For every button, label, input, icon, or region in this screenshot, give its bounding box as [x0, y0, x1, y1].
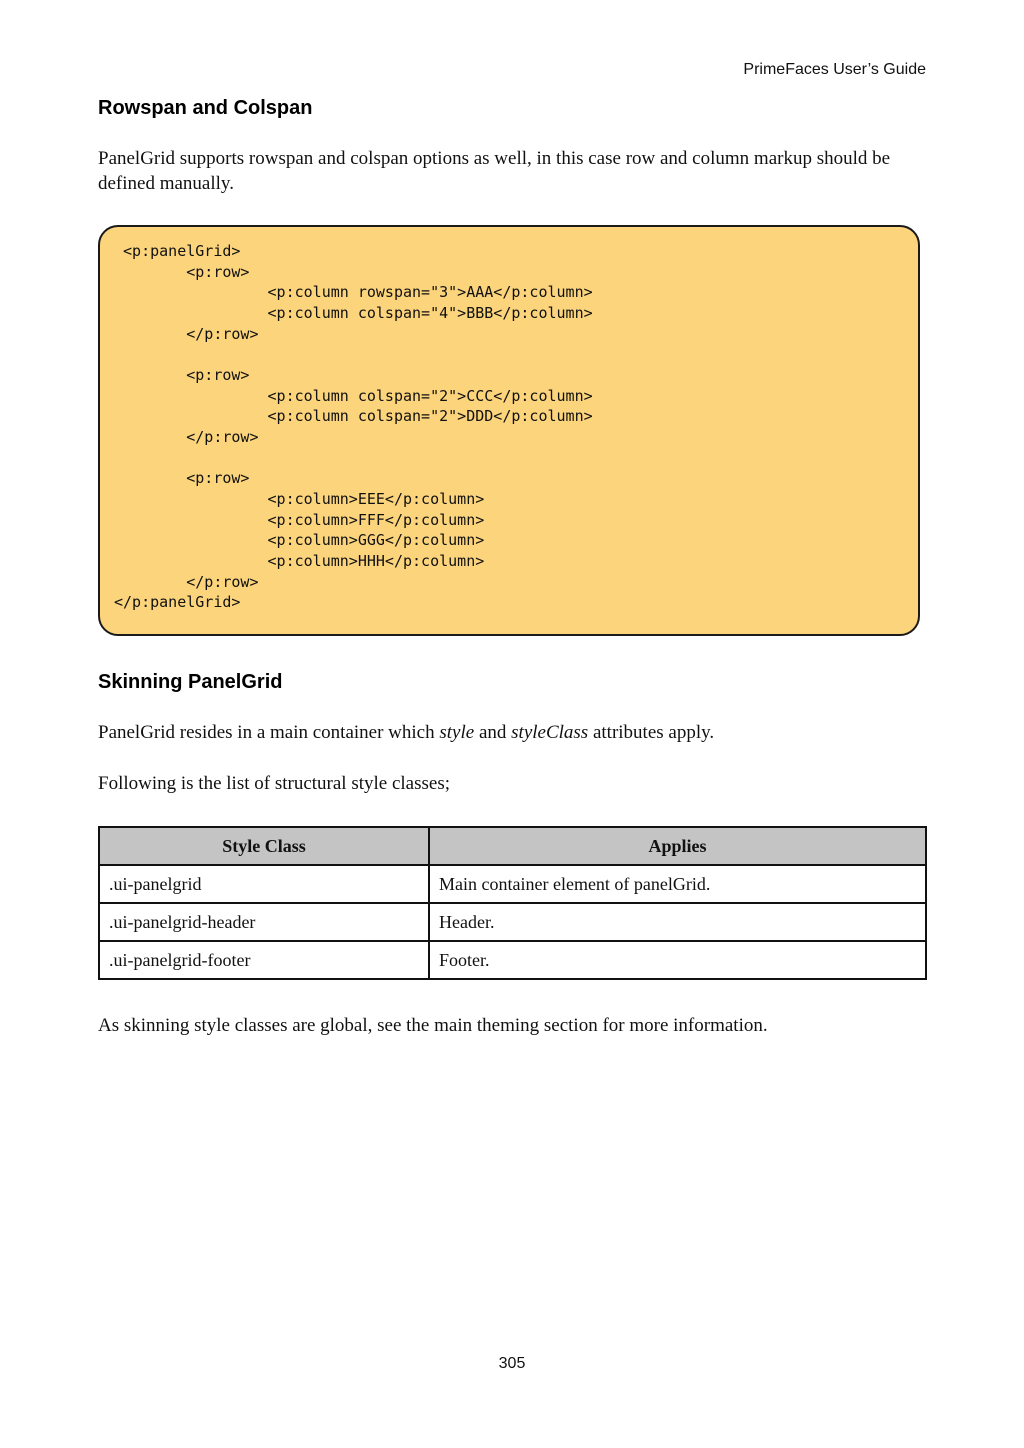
table-row	[99, 903, 926, 941]
code-line: </p:row>	[114, 427, 259, 446]
style-class-cell: .ui-panelgrid	[99, 865, 429, 903]
code-line: <p:row>	[114, 365, 250, 384]
code-line: <p:row>	[114, 262, 250, 281]
code-line: <p:column>FFF</p:column>	[114, 510, 485, 529]
table-row	[99, 865, 926, 903]
code-line: </p:row>	[114, 572, 259, 591]
code-line: <p:column>GGG</p:column>	[114, 531, 485, 550]
skinning-paragraph	[98, 720, 898, 745]
style-class-table	[98, 826, 927, 980]
code-line: </p:panelGrid>	[114, 593, 241, 612]
code-line: <p:column colspan="2">DDD</p:column>	[114, 407, 593, 426]
skinning-text-2: and	[474, 722, 512, 743]
style-class-cell: .ui-panelgrid-footer	[99, 941, 429, 979]
code-line: <p:panelGrid>	[114, 242, 241, 260]
running-header: PrimeFaces User’s Guide	[743, 61, 926, 78]
table-header-style-class: Style Class	[99, 827, 429, 865]
code-line: <p:column>HHH</p:column>	[114, 551, 485, 570]
applies-cell: Header.	[429, 903, 926, 941]
page-number: 305	[498, 1355, 526, 1372]
code-line: <p:column>EEE</p:column>	[114, 489, 485, 508]
code-line: <p:column colspan="4">BBB</p:column>	[114, 303, 593, 322]
code-line: <p:column rowspan="3">AAA</p:column>	[114, 283, 593, 302]
closing-paragraph: As skinning style classes are global, see the main theming section for more information.	[98, 1015, 768, 1036]
code-line	[114, 448, 593, 469]
styleclass-attr: styleClass	[511, 722, 589, 743]
code-sample-box	[98, 225, 920, 636]
skinning-text-3: attributes apply.	[588, 722, 715, 743]
applies-cell: Main container element of panelGrid.	[429, 865, 926, 903]
applies-cell: Footer.	[429, 941, 926, 979]
table-row	[99, 941, 926, 979]
section-heading-rowspan-colspan: Rowspan and Colspan	[98, 97, 313, 119]
code-line: </p:row>	[114, 324, 259, 343]
intro-paragraph: PanelGrid supports rowspan and colspan options as well, in this case row and column markup should be defined manually.	[98, 148, 891, 194]
table-header-row	[99, 827, 926, 865]
code-sample	[114, 241, 593, 613]
section-heading-skinning: Skinning PanelGrid	[98, 671, 283, 693]
table-header-applies: Applies	[429, 827, 926, 865]
code-line: <p:column colspan="2">CCC</p:column>	[114, 386, 593, 405]
style-attr: style	[439, 722, 475, 743]
skinning-text-1: PanelGrid resides in a main container which	[98, 722, 440, 743]
code-line	[114, 344, 593, 365]
style-classes-intro: Following is the list of structural style classes;	[98, 773, 450, 794]
code-line: <p:row>	[114, 469, 250, 488]
style-class-cell: .ui-panelgrid-header	[99, 903, 429, 941]
